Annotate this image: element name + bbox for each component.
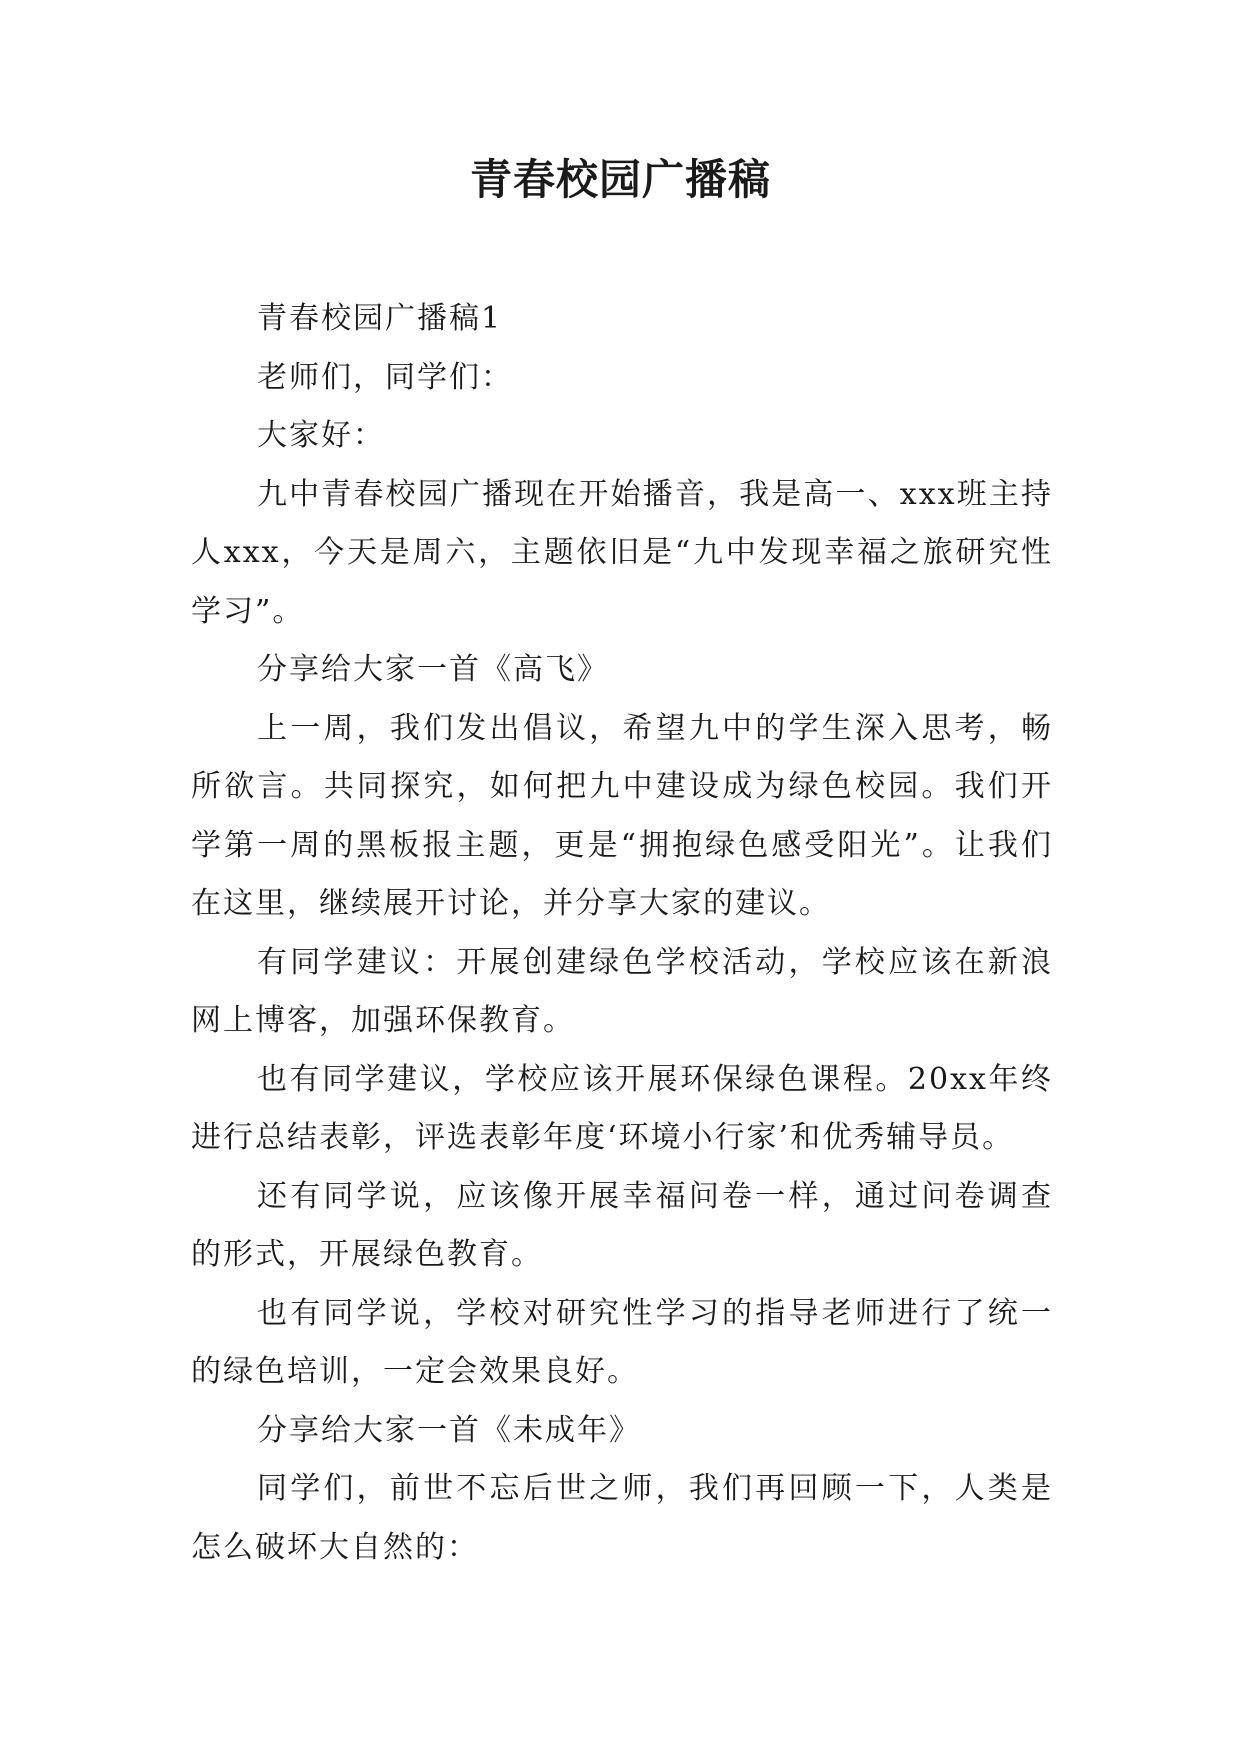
paragraph: 上一周，我们发出倡议，希望九中的学生深入思考，畅所欲言。共同探究，如何把九中建设成为绿色校园。我们开学第一周的黑板报主题，更是“拥抱绿色感受阳光”。让我们在这里，继续展开讨论，并分享大家的建议。 xyxy=(191,710,1053,921)
paragraph: 分享给大家一首《高飞》 xyxy=(257,652,609,687)
paragraph: 同学们，前世不忘后世之师，我们再回顾一下，人类是怎么破坏大自然的： xyxy=(191,1471,1053,1565)
paragraph: 有同学建议：开展创建绿色学校活动，学校应该在新浪网上博客，加强环保教育。 xyxy=(191,944,1053,1038)
paragraph: 也有同学说，学校对研究性学习的指导老师进行了统一的绿色培训，一定会效果良好。 xyxy=(191,1295,1053,1389)
paragraph-heading: 青春校园广播稿1 xyxy=(257,301,503,336)
paragraph: 还有同学说，应该像开展幸福问卷一样，通过问卷调查的形式，开展绿色教育。 xyxy=(191,1178,1053,1272)
paragraph-salutation: 老师们，同学们： xyxy=(257,359,513,395)
document-title: 青春校园广播稿 xyxy=(469,155,771,204)
paragraph: 分享给大家一首《未成年》 xyxy=(257,1412,641,1448)
paragraph-greeting: 大家好： xyxy=(257,418,385,453)
document-body xyxy=(191,290,1053,1577)
paragraph: 也有同学建议，学校应该开展环保绿色课程。20xx年终进行总结表彰，评选表彰年度‘环境小行家’和优秀辅导员。 xyxy=(191,1061,1053,1155)
paragraph: 九中青春校园广播现在开始播音，我是高一、xxx班主持人xxx，今天是周六，主题依旧是“九中发现幸福之旅研究性学习”。 xyxy=(191,476,1053,629)
